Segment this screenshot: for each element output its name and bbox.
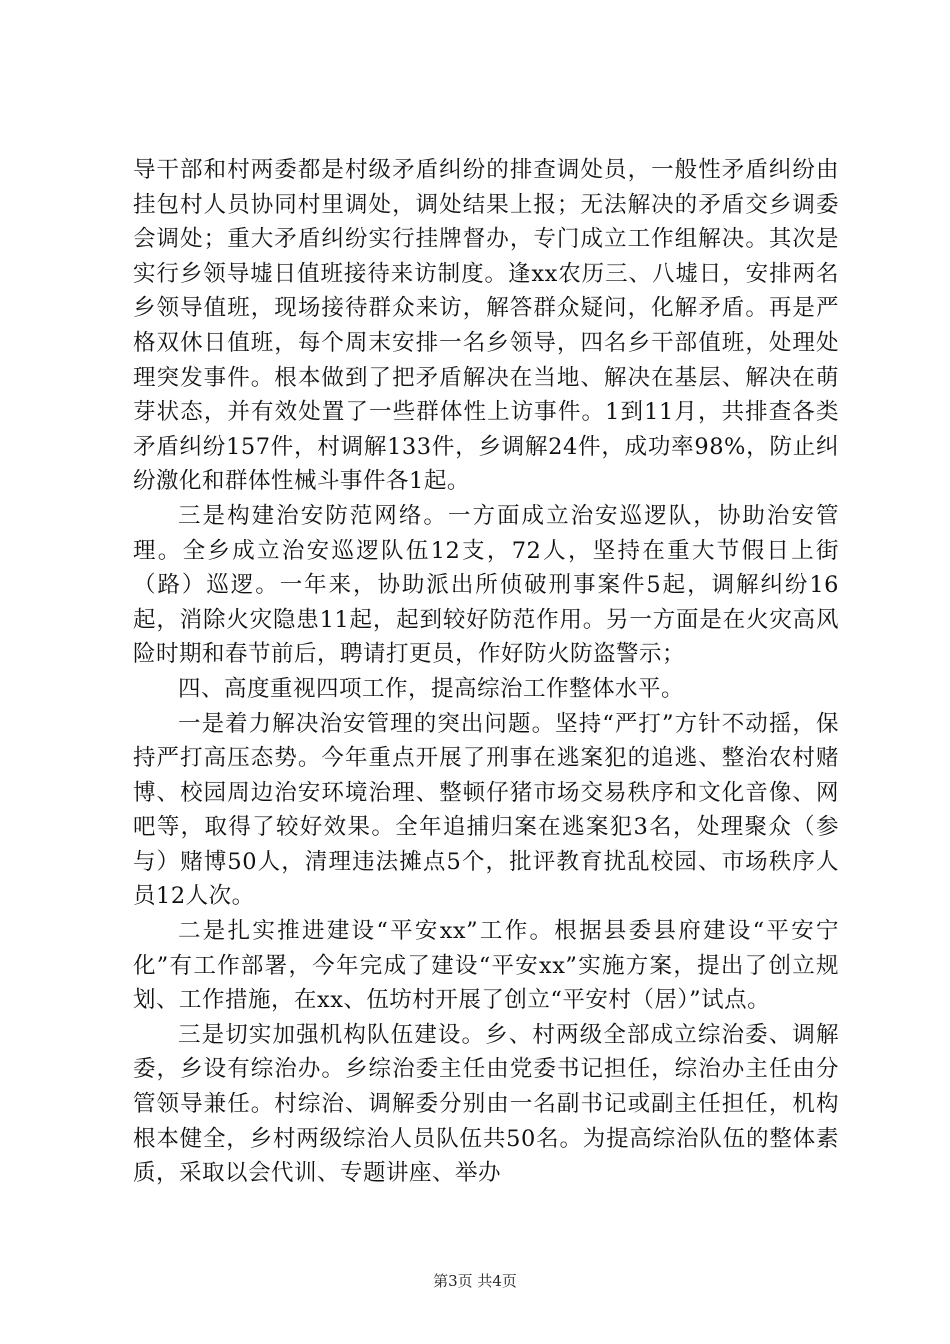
section-heading-four: 四、高度重视四项工作，提高综治工作整体水平。 [178,675,685,702]
page-number-footer: 第3页 共4页 [433,1272,517,1290]
paragraph-security-network: 三是构建治安防范网络。一方面成立治安巡逻队，协助治安管理。全乡成立治安巡逻队伍12支，72人，坚持在重大节假日上街（路）巡逻。一年来，协助派出所侦破刑事案件5起，调解纠纷16起，消除火灾隐患11起，起到较好防范作用。另一方面是在火灾高风险时期和春节前后，聘请打更员，作好防火防盗警示； [133,502,839,668]
paragraph-public-order: 一是着力解决治安管理的突出问题。坚持“严打”方针不动摇，保持严打高压态势。今年重点开展了刑事在逃案犯的追逃、整治农村赌博、校园周边治安环境治理、整顿仔猪市场交易秩序和文化音像、网吧等，取得了较好效果。全年追捕归案在逃案犯3名，处理聚众（参与）赌博50人，清理违法摊点5个，批评教育扰乱校园、市场秩序人员12人次。 [133,710,839,910]
paragraph-continued: 导干部和村两委都是村级矛盾纠纷的排查调处员，一般性矛盾纠纷由挂包村人员协同村里调处，调处结果上报；无法解决的矛盾交乡调委会调处；重大矛盾纠纷实行挂牌督办，专门成立工作组解决。其次是实行乡领导墟日值班接待来访制度。逢xx农历三、八墟日，安排两名乡领导值班，现场接待群众来访，解答群众疑问，化解矛盾。再是严格双休日值班，每个周末安排一名乡领导，四名乡干部值班，处理处理突发事件。根本做到了把矛盾解决在当地、解决在基层、解决在萌芽状态，并有效处置了一些群体性上访事件。1到11月，共排查各类矛盾纠纷157件，村调解133件，乡调解24件，成功率98%，防止纠纷激化和群体性械斗事件各1起。 [133,157,839,495]
paragraph-ping-an: 二是扎实推进建设“平安xx”工作。根据县委县府建设“平安宁化”有工作部署，今年完成了建设“平安xx”实施方案，提出了创立规划、工作措施，在xx、伍坊村开展了创立“平安村（居）”试点。 [133,918,839,1014]
paragraph-organization: 三是切实加强机构队伍建设。乡、村两级全部成立综治委、调解委，乡设有综治办。乡综治委主任由党委书记担任，综治办主任由分管领导兼任。村综治、调解委分别由一名副书记或副主任担任，机构根本健全，乡村两级综治人员队伍共50名。为提高综治队伍的整体素质，采取以会代训、专题讲座、举办 [133,1021,839,1187]
document-body [133,153,839,1191]
